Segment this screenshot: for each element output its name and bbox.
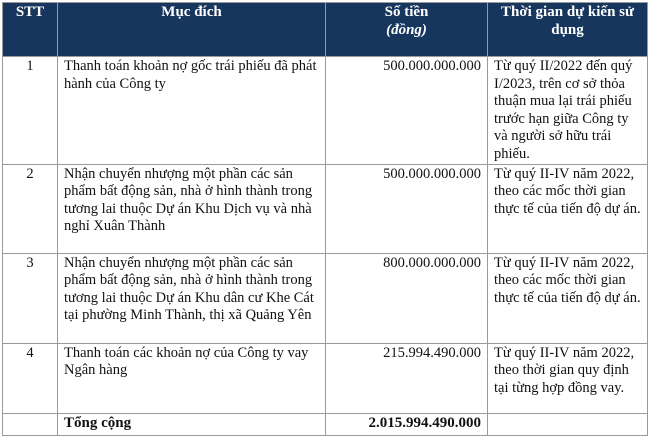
header-stt: STT [3,3,58,57]
header-amount-unit: (đồng) [386,21,427,38]
total-row [3,413,648,435]
cell-timeline: Từ quý II-IV năm 2022, theo các mốc thời gian thực tế của tiến độ dự án. [488,253,648,343]
cell-stt: 2 [3,164,58,253]
cell-stt: 1 [3,57,58,165]
header-amount-label: Số tiền [384,4,429,20]
header-timeline: Thời gian dự kiến sử dụng [488,3,648,57]
table-header-row [3,3,648,57]
cell-purpose: Thanh toán các khoản nợ của Công ty vay Ngân hàng [58,343,326,413]
table-row [3,57,648,165]
cell-amount: 215.994.490.000 [326,343,488,413]
table-row [3,164,648,253]
cell-purpose: Nhận chuyển nhượng một phần các sản phẩm bất động sản, nhà ở hình thành trong tương lai thuộc Dự án Khu dân cư Khe Cát tại phường Minh Thành, thị xã Quảng Yên [58,253,326,343]
fund-usage-table [2,2,648,436]
header-purpose: Mục đích [58,3,326,57]
cell-purpose: Nhận chuyển nhượng một phần các sản phẩm bất động sản, nhà ở hình thành trong tương lai thuộc Dự án Khu Dịch vụ và nhà nghỉ Xuân Thành [58,164,326,253]
cell-amount: 800.000.000.000 [326,253,488,343]
cell-timeline-empty [488,413,648,435]
cell-timeline: Từ quý II/2022 đến quý I/2023, trên cơ sở thỏa thuận mua lại trái phiếu trước hạn giữa Công ty và người sở hữu trái phiếu. [488,57,648,165]
header-amount [326,3,488,57]
table-row [3,253,648,343]
cell-purpose: Thanh toán khoản nợ gốc trái phiếu đã phát hành của Công ty [58,57,326,165]
table-row [3,343,648,413]
cell-timeline: Từ quý II-IV năm 2022, theo các mốc thời gian thực tế của tiến độ dự án. [488,164,648,253]
cell-amount: 500.000.000.000 [326,57,488,165]
cell-stt-empty [3,413,58,435]
total-amount: 2.015.994.490.000 [326,413,488,435]
cell-amount: 500.000.000.000 [326,164,488,253]
cell-stt: 3 [3,253,58,343]
cell-stt: 4 [3,343,58,413]
total-label: Tổng cộng [58,413,326,435]
cell-timeline: Từ quý II-IV năm 2022, theo thời gian quy định tại từng hợp đồng vay. [488,343,648,413]
